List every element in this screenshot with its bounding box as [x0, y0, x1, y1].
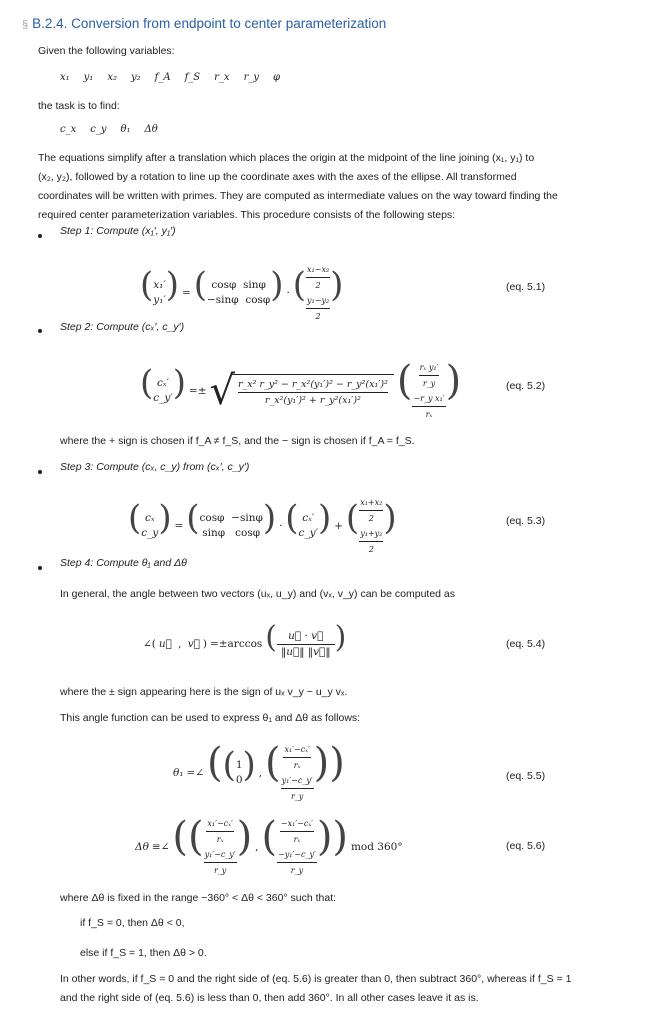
var: c_y [90, 124, 107, 135]
paragraph-line: The equations simplify after a translation which places the origin at the midpoint of the line joining (x₁, y₁) to [38, 152, 535, 164]
var: Δθ [144, 124, 158, 135]
var: f_A [154, 72, 171, 83]
angle-use-text: This angle function can be used to express θ₁ and Δθ as follows: [60, 712, 361, 724]
bullet [38, 234, 42, 238]
step-3-title: Step 3: Compute (cₓ, c_y) from (cₓ′, c_y′) [60, 461, 250, 473]
sqrt-denominator: r_x²(y₁′)² + r_y²(x₁′)² [264, 395, 361, 407]
section-heading [22, 16, 386, 31]
eq-label: (eq. 5.2) [506, 380, 546, 392]
var: x₂ [107, 72, 117, 83]
sin-term: sinφ [243, 279, 266, 291]
var: c_x [60, 124, 77, 135]
eq-label: (eq. 5.1) [506, 281, 546, 293]
condition-2: else if f_S = 1, then Δθ > 0. [80, 947, 207, 959]
equation-5-5: θ₁ =∠ ((1 0) , ( $\frac{\text{x₁′−cₓ′}}{\text{rₓ}}$ $\frac{\text{y₁′−c\_y′}}{r\_y}$ )) [173, 740, 345, 802]
var: r_x [214, 72, 230, 83]
step-4-text: In general, the angle between two vectors (uₓ, u_y) and (vₓ, v_y) can be computed as [60, 588, 456, 600]
eq-label: (eq. 5.3) [506, 515, 546, 527]
task-variables [60, 124, 172, 135]
var: φ [273, 72, 281, 83]
equation-5-2: ( cₓ′ c_y′) =± √ $\frac{\text{r\_x² r\_y² − r\_x²(y₁′)² − r\_y²(x₁′)²}}{\text{r\_x²(y₁′)² + r\_y²(x₁′)²}}$ ( $\frac{\text{rₓ y₁′}}{r\_y}$ $\frac{\text{−r\_y x₁′}}{\text{rₓ}}$ ) [140, 358, 462, 420]
equation-5-1: (x₁′ y₁′) = ( cosφ sinφ −sinφ cosφ) · ( $\frac{\text{x₁−x₂}}{2}$ $\frac{\text{y₁−y₂}}{2}$ ) [140, 262, 343, 324]
task-text: the task is to find: [38, 100, 120, 112]
cos-term: cosφ [211, 279, 237, 291]
cos-term: cosφ [199, 512, 225, 524]
equation-5-6: Δθ ≡∠ (( $\frac{\text{x₁′−cₓ′}}{\text{rₓ}}$ $\frac{\text{y₁′−c\_y′}}{r\_y}$ ) , ( $\frac{\text{−x₁′−cₓ′}}{\text{rₓ}}$ $\frac{\text{−y₁′−c\_y′}}{r\_y}$ )) mod 360° [135, 814, 403, 876]
given-text: Given the following variables: [38, 45, 175, 57]
equation-5-4: ∠( u⃗ , v⃗ ) =±arccos ( $\frac{u⃗ \cdot v⃗}{‖u⃗‖ ‖v⃗‖}$ ) [143, 620, 347, 658]
step-1-title: Step 1: Compute (x₁′, y₁′) [60, 225, 176, 237]
paragraph-line: and the right side of (eq. 5.6) is less than 0, then add 360°. In all other cases leave it as is. [60, 992, 479, 1004]
condition-1: if f_S = 0, then Δθ < 0, [80, 917, 185, 929]
var: θ₁ [120, 124, 131, 135]
mod-term: mod 360° [350, 841, 403, 854]
section-symbol: § [22, 19, 29, 31]
plus-minus: =± [188, 385, 207, 398]
var: x₁ [60, 72, 70, 83]
cos-term: cosφ [245, 294, 271, 306]
var: r_y [243, 72, 260, 83]
equation-5-3: ( cₓ c_y) = (cosφ −sinφ sinφ cosφ) · ( cₓ′ c_y′) + ( $\frac{\text{x₁+x₂}}{2}$ $\frac{\text{y₁+y₂}}{2}$ ) [128, 495, 397, 557]
paragraph-line: required center parameterization variables. This procedure consists of the following steps: [38, 209, 456, 221]
eq-label: (eq. 5.4) [506, 638, 546, 650]
bullet [38, 329, 42, 333]
sign-note: where the ± sign appearing here is the sign of uₓ v_y − u_y vₓ. [60, 686, 348, 698]
var: y₂ [130, 72, 141, 83]
section-title: B.2.4. Conversion from endpoint to center parameterization [32, 16, 387, 31]
arccos-term: =±arccos [209, 638, 263, 651]
bullet [38, 566, 42, 570]
neg-sin-term: −sinφ [231, 512, 263, 524]
paragraph-line: coordinates will be written with primes. They are computed as intermediate values on the way toward finding the [38, 190, 558, 202]
paragraph-line: (x₂, y₂), followed by a rotation to line up the coordinate axes with the axes of the ellipse. All transformed [38, 171, 517, 183]
final-paragraph [60, 970, 640, 1008]
step-2-title: Step 2: Compute (cₓ′, c_y′) [60, 321, 185, 333]
eq-label: (eq. 5.6) [506, 840, 546, 852]
step-4-title: Step 4: Compute θ₁ and Δθ [60, 557, 187, 569]
bullet [38, 470, 42, 474]
paragraph-line: In other words, if f_S = 0 and the right side of (eq. 5.6) is greater than 0, then subtract 360°, whereas if f_S = 1 [60, 973, 572, 985]
range-note: where Δθ is fixed in the range −360° < Δθ < 360° such that: [60, 892, 337, 904]
sqrt-numerator: r_x² r_y² − r_x²(y₁′)² − r_y²(x₁′)² [238, 377, 388, 393]
step-2-note: where the + sign is chosen if f_A ≠ f_S, and the − sign is chosen if f_A = f_S. [60, 435, 415, 447]
intro-paragraph [38, 149, 618, 225]
sin-term: sinφ [202, 527, 226, 539]
var: y₁ [83, 72, 94, 83]
var: f_S [184, 72, 201, 83]
neg-sin-term: −sinφ [206, 294, 239, 306]
given-variables [60, 72, 294, 83]
cos-term: cosφ [235, 527, 261, 539]
eq-label: (eq. 5.5) [506, 770, 546, 782]
